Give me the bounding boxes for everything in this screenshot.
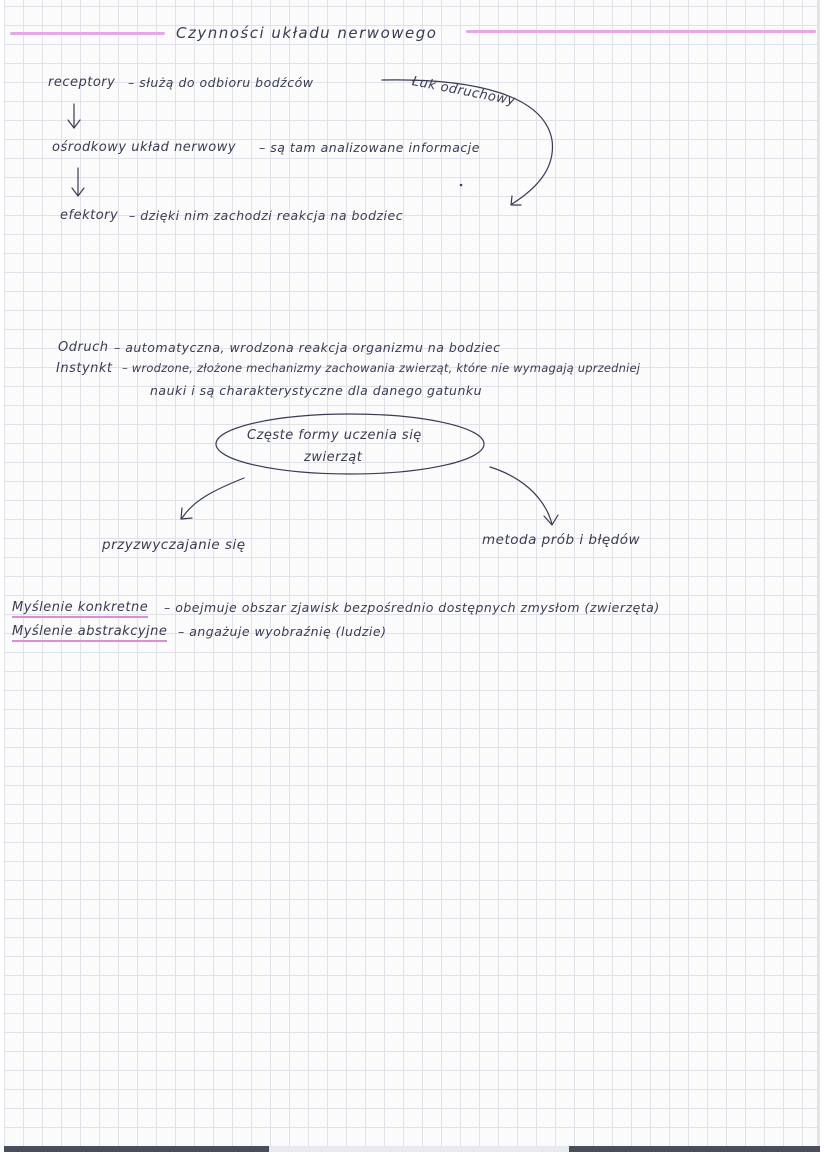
page-title: Czynności układu nerwowego	[176, 24, 438, 42]
flow-item-receptors: receptory	[48, 75, 116, 90]
page-bottom-edge	[4, 1146, 820, 1152]
instinct-desc-line1: – wrodzone, złożone mechanizmy zachowania zwierząt, które nie wymagają uprzedniej	[122, 361, 641, 375]
learning-oval-line2: zwierząt	[304, 450, 363, 465]
hand-drawn-arrows	[4, 0, 820, 1152]
right-branch-arrow	[490, 467, 552, 524]
notebook-page	[4, 0, 820, 1152]
learning-oval	[216, 414, 484, 474]
flow-item-receptors-desc: – służą do odbioru bodźców	[128, 75, 314, 90]
instinct-desc-line2: nauki i są charakterystyczne dla danego gatunku	[150, 383, 483, 398]
ink-dot	[460, 184, 463, 187]
learning-left-branch: przyzwyczajanie się	[102, 537, 246, 553]
reflex-term: Odruch	[58, 340, 109, 355]
reflex-desc: – automatyczna, wrodzona reakcja organizmu na bodziec	[114, 340, 501, 355]
learning-oval-line1: Częste formy uczenia się	[247, 428, 422, 443]
flow-item-effectors-desc: – dzięki nim zachodzi reakcja na bodziec	[129, 208, 404, 223]
left-branch-arrow	[182, 478, 244, 518]
abstract-thinking-term: Myślenie abstrakcyjne	[12, 624, 167, 642]
flow-item-cns-desc: – są tam analizowane informacje	[259, 140, 480, 155]
reflex-arc-curve	[382, 80, 552, 204]
flow-item-effectors: efektory	[60, 208, 119, 223]
learning-right-branch: metoda prób i błędów	[482, 532, 641, 548]
reflex-arc-label: Łuk odruchowy	[410, 74, 517, 109]
abstract-thinking-desc: – angażuje wyobraźnię (ludzie)	[178, 624, 387, 639]
concrete-thinking-desc: – obejmuje obszar zjawisk bezpośrednio dostępnych zmysłom (zwierzęta)	[164, 600, 660, 615]
instinct-term: Instynkt	[56, 361, 113, 376]
flow-item-cns: ośrodkowy układ nerwowy	[52, 140, 237, 155]
concrete-thinking-term: Myślenie konkretne	[12, 600, 148, 618]
page-edge	[817, 0, 820, 1152]
